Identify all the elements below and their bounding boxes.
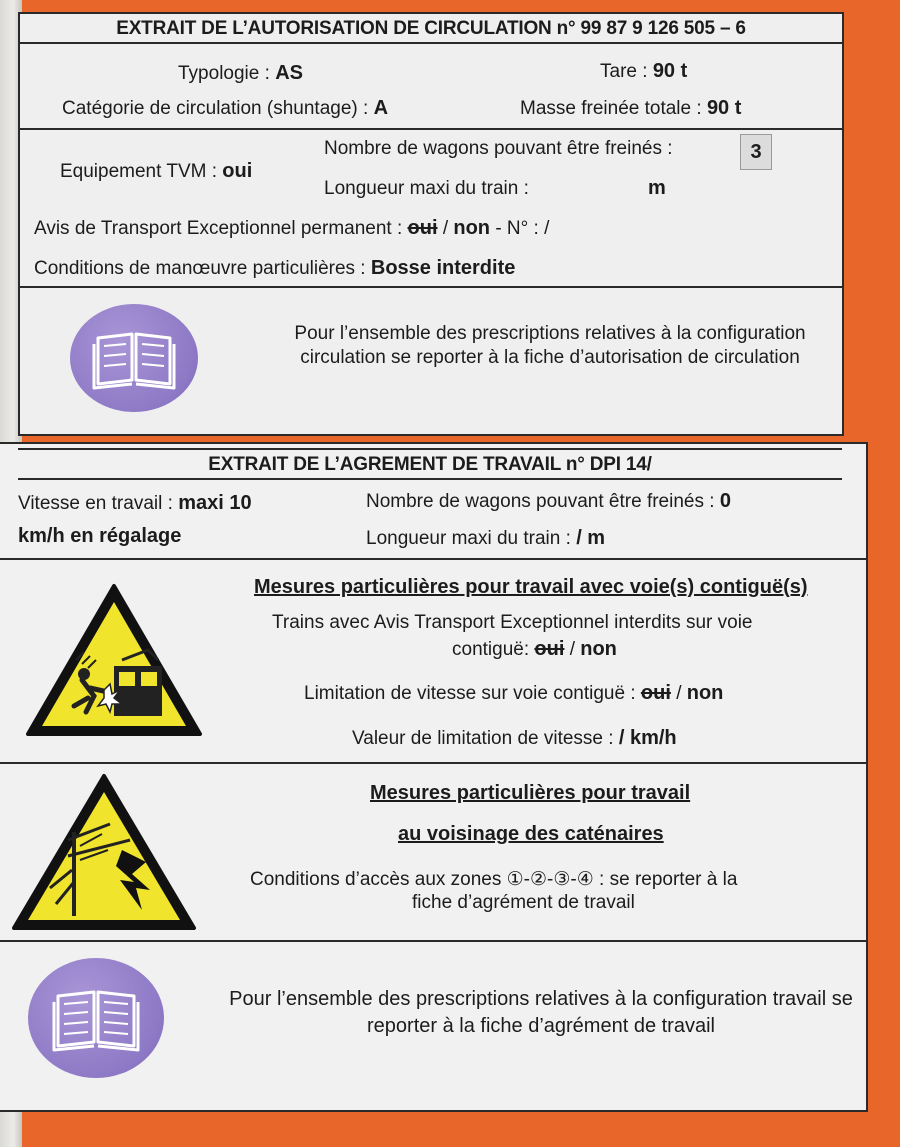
ate-oui: oui (407, 217, 438, 239)
ate-row (34, 217, 549, 240)
limitation-label: Limitation de vitesse sur voie contiguë : (304, 683, 636, 704)
manoeuvre-value: Bosse interdite (370, 257, 516, 279)
contigue-line2 (452, 638, 617, 661)
divider (0, 762, 866, 764)
masse-value: 90 t (706, 97, 742, 119)
valeur-label: Valeur de limitation de vitesse : (352, 728, 614, 749)
categorie-value: A (373, 97, 389, 119)
travail-wagons-row (366, 490, 731, 513)
limitation-oui: oui (640, 682, 671, 704)
manoeuvre-row (34, 257, 515, 280)
wagons-value: 3 (740, 134, 772, 170)
contigue-oui: oui (534, 638, 565, 660)
manoeuvre-label: Conditions de manœuvre particulières : (34, 258, 366, 279)
tvm-row (60, 160, 252, 183)
divider (20, 128, 842, 130)
train-collision-warning-icon (24, 580, 204, 740)
typologie-row (178, 62, 303, 85)
ate-label: Avis de Transport Exceptionnel permanent : (34, 218, 403, 239)
travail-plate (0, 442, 868, 1112)
contigue-line1: Trains avec Avis Transport Exceptionnel interdits sur voie (272, 612, 753, 633)
valeur-row (352, 727, 677, 750)
travail-book-text: Pour l’ensemble des prescriptions relatives à la configuration travail se reporter à la fiche d’agrément de travail (229, 988, 853, 1037)
travail-wagons-label: Nombre de wagons pouvant être freinés : (366, 491, 715, 512)
vitesse-value-2: km/h en régalage (18, 525, 182, 547)
tare-label: Tare : (600, 61, 648, 82)
circulation-book-text: Pour l’ensemble des prescriptions relatives à la configuration circulation se reporter à la fiche d’autorisation de circulation (294, 323, 806, 368)
ate-num: - N° : / (495, 218, 550, 239)
categorie-label: Catégorie de circulation (shuntage) : (62, 98, 369, 119)
typologie-value: AS (275, 62, 303, 84)
ate-non: non (453, 217, 491, 239)
contigue-line2-label: contiguë: (452, 639, 530, 660)
book-icon (28, 958, 164, 1078)
limitation-row (304, 682, 723, 705)
longueur-label: Longueur maxi du train : (324, 178, 529, 199)
catenaire-title-1: Mesures particulières pour travail (370, 782, 691, 804)
acces-line2: fiche d’agrément de travail (412, 892, 635, 913)
divider (0, 558, 866, 560)
book-icon (70, 304, 198, 412)
typologie-label: Typologie : (178, 63, 270, 84)
masse-row (520, 97, 741, 120)
travail-longueur-label: Longueur maxi du train : (366, 528, 571, 549)
limitation-sep: / (676, 683, 682, 704)
longueur-unit: m (648, 177, 666, 199)
limitation-non: non (686, 682, 724, 704)
divider (20, 286, 842, 288)
categorie-row (62, 97, 388, 120)
circulation-plate (18, 12, 844, 436)
vitesse-row (18, 492, 252, 515)
travail-longueur-row (366, 527, 605, 550)
travail-header: EXTRAIT DE L’AGREMENT DE TRAVAIL n° DPI 14/ (18, 448, 842, 480)
catenaire-title-2: au voisinage des caténaires (398, 823, 664, 845)
travail-longueur-value: / m (576, 527, 606, 549)
acces-line1: Conditions d’accès aux zones ①-②-③-④ : se reporter à la (250, 869, 738, 890)
contigue-sep: / (569, 639, 575, 660)
electric-hazard-warning-icon (10, 770, 198, 934)
wagons-label: Nombre de wagons pouvant être freinés : (324, 138, 673, 159)
vitesse-value-1: maxi 10 (178, 492, 252, 514)
ate-sep: / (442, 218, 449, 239)
circulation-header: EXTRAIT DE L’AUTORISATION DE CIRCULATION n° 99 87 9 126 505 – 6 (20, 14, 842, 44)
masse-label: Masse freinée totale : (520, 98, 702, 119)
divider (0, 940, 866, 942)
travail-wagons-value: 0 (719, 490, 731, 512)
tare-row (600, 60, 687, 83)
valeur-value: / km/h (618, 727, 677, 749)
contigue-title: Mesures particulières pour travail avec voie(s) contiguë(s) (254, 576, 808, 598)
contigue-non: non (580, 638, 617, 660)
tvm-value: oui (222, 160, 253, 182)
vitesse-label: Vitesse en travail : (18, 493, 173, 514)
tvm-label: Equipement TVM : (60, 161, 218, 182)
tare-value: 90 t (652, 60, 688, 82)
